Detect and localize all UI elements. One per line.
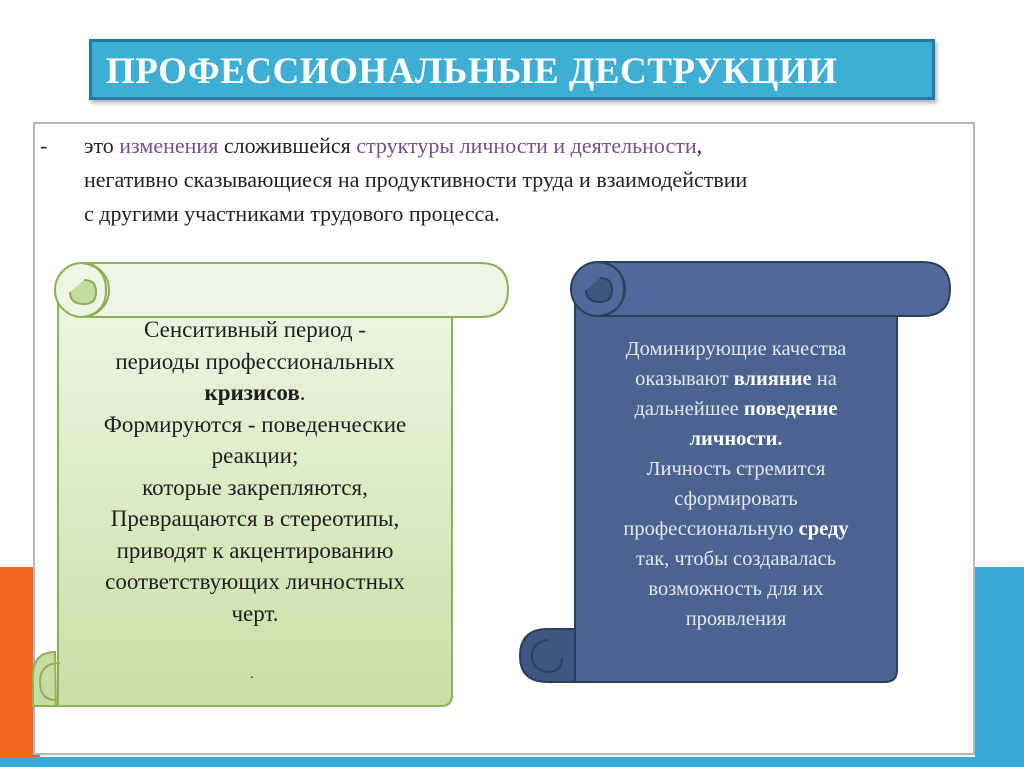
right-line-4 (576, 424, 896, 454)
highlight-izmeneniya: изменения (119, 133, 219, 158)
word-eto: это (84, 133, 114, 158)
right-line-1: Доминирующие качества (625, 338, 847, 360)
left-line-4: Формируются - поведенческие (103, 411, 407, 437)
right-scroll-text (576, 334, 896, 634)
period: . (299, 380, 306, 405)
word-slozhivsheysya: сложившейся (223, 133, 351, 158)
left-line-1: Сенситивный период - (144, 317, 366, 342)
left-line-6: которые закрепляются, (142, 474, 368, 500)
word-povedenie: поведение (743, 398, 838, 420)
left-scroll-text (60, 314, 450, 629)
word-vliyanie: влияние (733, 368, 812, 390)
highlight-struktury: структуры личности и деятельности (356, 133, 697, 158)
definition-dash: - (40, 133, 48, 158)
word-dalneyshee: дальнейшее (634, 398, 739, 420)
word-lichnosti: личности. (689, 428, 783, 450)
right-line-3 (576, 394, 896, 424)
word-krizisov: кризисов (204, 380, 300, 405)
left-line-3 (60, 377, 450, 409)
word-professionalnuyu: профессиональную (623, 518, 794, 540)
word-na: на (816, 368, 837, 390)
right-line-6: сформировать (674, 488, 798, 510)
right-line-5: Личность стремится (646, 458, 826, 480)
left-line-9: соответствующих личностных (105, 569, 405, 594)
definition-line-3: с другими участниками трудового процесса. (84, 201, 500, 226)
stray-dot: . (250, 667, 254, 682)
left-line-7: Превращаются в стереотипы, (110, 506, 400, 531)
left-line-8: приводят к акцентированию (116, 537, 394, 563)
right-line-10: проявления (685, 608, 787, 630)
left-line-5: реакции; (211, 443, 299, 468)
definition-line-2: негативно сказывающиеся на продуктивности труда и взаимодействии (84, 167, 748, 192)
right-line-7 (576, 514, 896, 544)
word-okazyvayut: оказывают (635, 368, 729, 390)
right-line-2 (576, 364, 896, 394)
right-line-8: так, чтобы создавалась (635, 548, 837, 570)
left-line-10: черт. (231, 600, 279, 626)
word-sredu: среду (798, 518, 849, 540)
left-line-2: периоды профессиональных (115, 348, 395, 374)
right-line-9: возможность для их (648, 578, 824, 600)
comma: , (696, 133, 703, 158)
page-title: ПРОФЕССИОНАЛЬНЫЕ ДЕСТРУКЦИИ (106, 51, 838, 92)
